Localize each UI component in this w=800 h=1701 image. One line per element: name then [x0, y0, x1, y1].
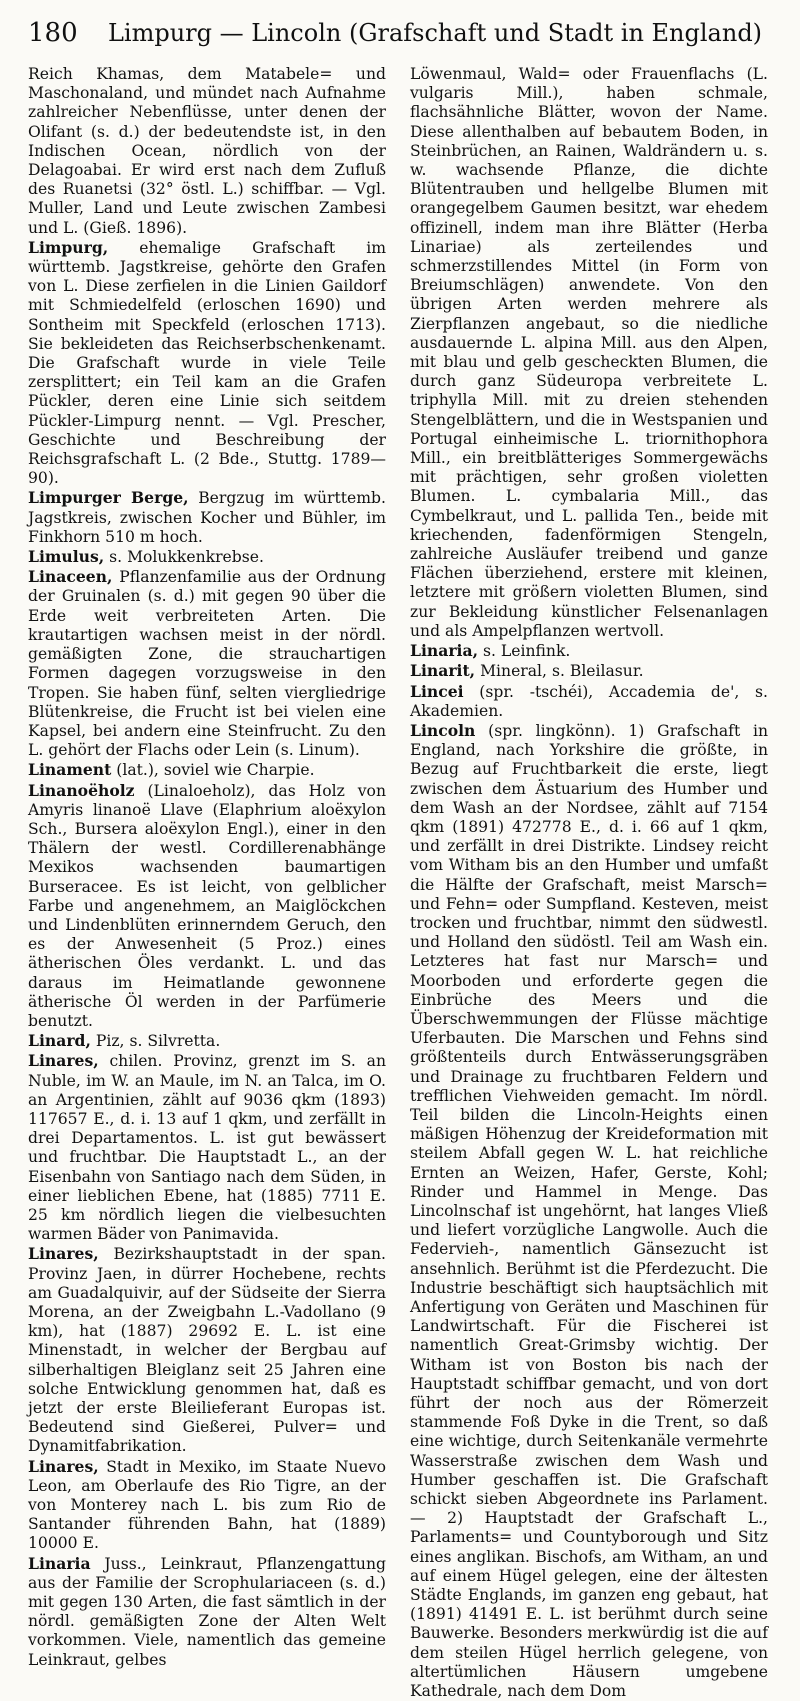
- entry-text: Mineral, s. Bleilasur.: [475, 662, 644, 681]
- entry-linarit: [410, 661, 768, 681]
- entry-text: Stadt in Mexiko, im Staate Nuevo Leon, am Oberlaufe des Rio Tigre, an der von Monterey nach L. bis zum Rio de Santander führenden Bahn, hat (1889) 10000 E.: [28, 1457, 386, 1553]
- entry-text: s. Molukkenkrebse.: [104, 548, 264, 567]
- entry-lincei: [410, 682, 768, 721]
- entry-text: Pflanzenfamilie aus der Ordnung der Gruinalen (s. d.) mit gegen 90 über die Erde weit verbreiteten Arten. Die krautartigen wachsen meist in der nördl. gemäßigten Zone, die strauchartigen Formen dagegen vorzugsweise in den Tropen. Sie haben fünf, selten viergliedrige Blütenkreise, die Frucht ist bei vielen eine Kapsel, bei andern eine Steinfrucht. Zu den L. gehört der Flachs oder Lein (s. Linum).: [28, 568, 386, 760]
- page-header: [28, 18, 772, 54]
- running-head: Limpurg — Lincoln (Grafschaft und Stadt in England): [107, 19, 763, 47]
- headword: Linanoëholz: [28, 780, 135, 800]
- entry-text: (lat.), soviel wie Charpie.: [111, 761, 315, 780]
- headword: Linaceen,: [28, 567, 113, 587]
- entry-limpurg: [28, 238, 386, 489]
- headword: Limulus,: [28, 547, 105, 567]
- entry-lincoln: [410, 721, 768, 1701]
- headword: Linarit,: [410, 661, 476, 681]
- entry-text: ehemalige Grafschaft im württemb. Jagstkreise, gehörte den Grafen von L. Diese zerfielen in die Linien Gaildorf mit Schmiedelfeld (erloschen 1690) und Sontheim mit Speckfeld (erloschen 1713). Sie bekleideten das Reichserbschenkenamt. Die Grafschaft wurde in viele Teile zersplittert; ein Teil kam an die Grafen Pückler, deren eine Linie sich seitdem Pückler-Limpurg nennt. — Vgl. Prescher, Geschichte und Beschreibung der Reichsgrafschaft L. (2 Bde., Stuttg. 1789—90).: [28, 238, 386, 488]
- headword: Linares,: [28, 1051, 99, 1071]
- headword: Limpurger Berge,: [28, 488, 189, 508]
- headword: Lincoln: [410, 720, 476, 740]
- entry-text: s. Leinfink.: [478, 642, 571, 661]
- right-column: [410, 64, 768, 1701]
- entry-text: (spr. lingkönn). 1) Grafschaft in England, nach Yorkshire die größte, in Bezug auf Fruchtbarkeit die erste, liegt zwischen dem Ästuarium des Humber und dem Wash an der Nordsee, zählt auf 7154 qkm (1891) 472778 E., d. i. 66 auf 1 qkm, und zerfällt in drei Distrikte. Lindsey reicht vom Witham bis an den Humber und umfaßt die Hälfte der Grafschaft, meist Marsch= und Fehn= oder Sumpfland. Kesteven, meist trocken und fruchtbar, nimmt den südwestl. und Holland den südöstl. Teil am Wash ein. Letzteres hat fast nur Marsch= und Moorboden und erforderte gegen die Einbrüche des Meers und die Überschwemmungen der Flüsse mächtige Uferbauten. Die Marschen und Fehns sind größtenteils durch Entwässerungsgräben und Drainage zu fruchtbaren Feldern und trefflichen Viehweiden gemacht. Im nördl. Teil bilden die Lincoln-Heights einen mäßigen Höhenzug der Kreideformation mit steilem Abfall gegen W. L. hat reichliche Ernten an Weizen, Hafer, Gerste, Kohl; Rinder und Hammel in Menge. Das Lincolnschaf ist ungehörnt, hat langes Vließ und liefert vorzügliche Langwolle. Auch die Federvieh-, namentlich Gänsezucht ist ansehnlich. Berühmt ist die Pferdezucht. Die Industrie beschäftigt sich hauptsächlich mit Anfertigung von Geräten und Maschinen für Landwirtschaft. Für die Fischerei ist namentlich Great-Grimsby wichtig. Der Witham ist von Boston bis nach der Hauptstadt schiffbar gemacht, und von dort führt der noch aus der Römerzeit stammende Foß Dyke in die Trent, so daß eine wichtige, durch Seitenkanäle vermehrte Wasserstraße zwischen dem Wash und Humber geschaffen ist. Die Grafschaft schickt sieben Abgeordnete ins Parlament. — 2) Hauptstadt der Grafschaft L., Parlaments= und Countyborough und Sitz eines anglikan. Bischofs, am Witham, an und auf einem Hügel gelegen, eine der ältesten Städte Englands, im ganzen eng gebaut, hat (1891) 41491 E. L. ist berühmt durch seine Bauwerke. Besonders merkwürdig ist die auf dem steilen Hügel herrlich gelegene, von altertümlichen Häusern umgebene Kathedrale, nach dem Dom: [410, 721, 768, 1701]
- headword: Lincei: [410, 681, 464, 701]
- left-column: [28, 64, 386, 1669]
- page-number: 180: [28, 18, 78, 48]
- entry-text: (Linaloeholz), das Holz von Amyris linanoë Llave (Elaphrium aloëxylon Sch., Bursera aloëxylon Engl.), einer in den Thälern der westl. Cordillerenabhänge Mexikos wachsenden baumartigen Burseracee. Es ist leicht, von gelblicher Farbe und angenehmem, an Maiglöckchen und Lindenblüten erinnerndem Geruch, den es der Anwesenheit (5 Proz.) eines ätherischen Öles verdankt. L. und das daraus im Heimatlande gewonnene ätherische Öl werden in der Parfümerie benutzt.: [28, 781, 386, 1030]
- entry-linaria: [28, 1554, 386, 1670]
- entry-limpurger-berge: [28, 488, 386, 547]
- headword: Limpurg,: [28, 237, 109, 257]
- headword: Linament: [28, 760, 112, 780]
- entry-linaceen: [28, 567, 386, 760]
- entry-text: (spr. -tschéi), Accademia de', s. Akademien.: [410, 682, 768, 720]
- headword: Linares,: [28, 1456, 99, 1476]
- entry-text: Juss., Leinkraut, Pflanzengattung aus der Familie der Scrophulariaceen (s. d.) mit gegen 130 Arten, die fast sämtlich in der nördl. gemäßigten Zone der Alten Welt vorkommen. Viele, namentlich das gemeine Leinkraut, gelbes: [28, 1554, 386, 1669]
- headword: Linares,: [28, 1244, 99, 1264]
- entry-linaria-leinfink: [410, 641, 768, 661]
- entry-linares-spain: [28, 1244, 386, 1456]
- entry-limulus: [28, 547, 386, 567]
- headword: Linard,: [28, 1031, 91, 1051]
- entry-continuation: Reich Khamas, dem Matabele= und Maschonaland, und mündet nach Aufnahme zahlreicher Nebenflüsse, unter denen der Olifant (s. d.) der bedeutendste ist, in den Indischen Ocean, nördlich von der Delagoabai. Er wird erst nach dem Zufluß des Ruanetsi (32° östl. L.) schiffbar. — Vgl. Muller, Land und Leute zwischen Zambesi und L. (Gieß. 1896).: [28, 65, 386, 237]
- entry-text: chilen. Provinz, grenzt im S. an Nuble, im W. an Maule, im N. an Talca, im O. an Argentinien, zählt auf 9036 qkm (1893) 117657 E., d. i. 13 auf 1 qkm, und zerfällt in drei Departamentos. L. ist gut bewässert und fruchtbar. Die Hauptstadt L., an der Eisenbahn von Santiago nach dem Süden, in einer lieblichen Ebene, hat (1885) 7711 E. 25 km nördlich liegen die vielbesuchten warmen Bäder von Panimavida.: [28, 1052, 386, 1244]
- entry-linament: [28, 760, 386, 780]
- entry-linares-mexico: [28, 1457, 386, 1554]
- entry-linares-chile: [28, 1051, 386, 1244]
- entry-linanoeholz: [28, 781, 386, 1032]
- entry-text: Bezirkshauptstadt in der span. Provinz Jaen, in dürrer Hochebene, rechts am Guadalquivir, auf der Südseite der Sierra Morena, an der Zweigbahn L.-Vadollano (9 km), hat (1887) 29692 E. L. ist eine Minenstadt, in welcher der Bergbau auf silberhaltigen Bleiglanz seit 25 Jahren eine solche Entwicklung genommen hat, daß es jetzt der erste Bleilieferant Europas ist. Bedeutend sind Gießerei, Pulver= und Dynamitfabrikation.: [28, 1245, 386, 1456]
- headword: Linaria: [28, 1553, 91, 1573]
- entry-linard: [28, 1031, 386, 1051]
- entry-continuation: Löwenmaul, Wald= oder Frauenflachs (L. vulgaris Mill.), haben schmale, flachsähnliche Blätter, wovon der Name. Diese allenthalben auf bebautem Boden, in Steinbrüchen, an Rainen, Waldrändern u. s. w. wachsende Pflanze, die dichte Blütentrauben und hellgelbe Blumen mit orangegelbem Gaumen besitzt, war ehedem offizinell, indem man ihre Blätter (Herba Linariae) als zerteilendes und schmerzstillendes Mittel (in Form von Breiumschlägen) anwendete. Von den übrigen Arten werden mehrere als Zierpflanzen angebaut, so die niedliche ausdauernde L. alpina Mill. aus den Alpen, mit blau und gelb gescheckten Blumen, die durch ganz Südeuropa verbreitete L. triphylla Mill. mit zu dreien stehenden Stengelblättern, und die in Westspanien und Portugal einheimische L. triornithophora Mill., ein breitblätteriges Sommergewächs mit prächtigen, sehr großen violetten Blumen. L. cymbalaria Mill., das Cymbelkraut, und L. pallida Ten., beide mit kriechenden, fadenförmigen Stengeln, zahlreiche Ausläufer treibend und ganze Flächen überziehend, erstere mit kleinen, letztere mit größern violetten Blumen, sind zur Bekleidung künstlicher Felsenanlagen und als Ampelpflanzen wertvoll.: [410, 65, 768, 640]
- entry-text: Bergzug im württemb. Jagstkreis, zwischen Kocher und Bühler, im Finkhorn 510 m hoch.: [28, 489, 386, 546]
- headword: Linaria,: [410, 641, 479, 661]
- entry-text: Piz, s. Silvretta.: [90, 1032, 221, 1051]
